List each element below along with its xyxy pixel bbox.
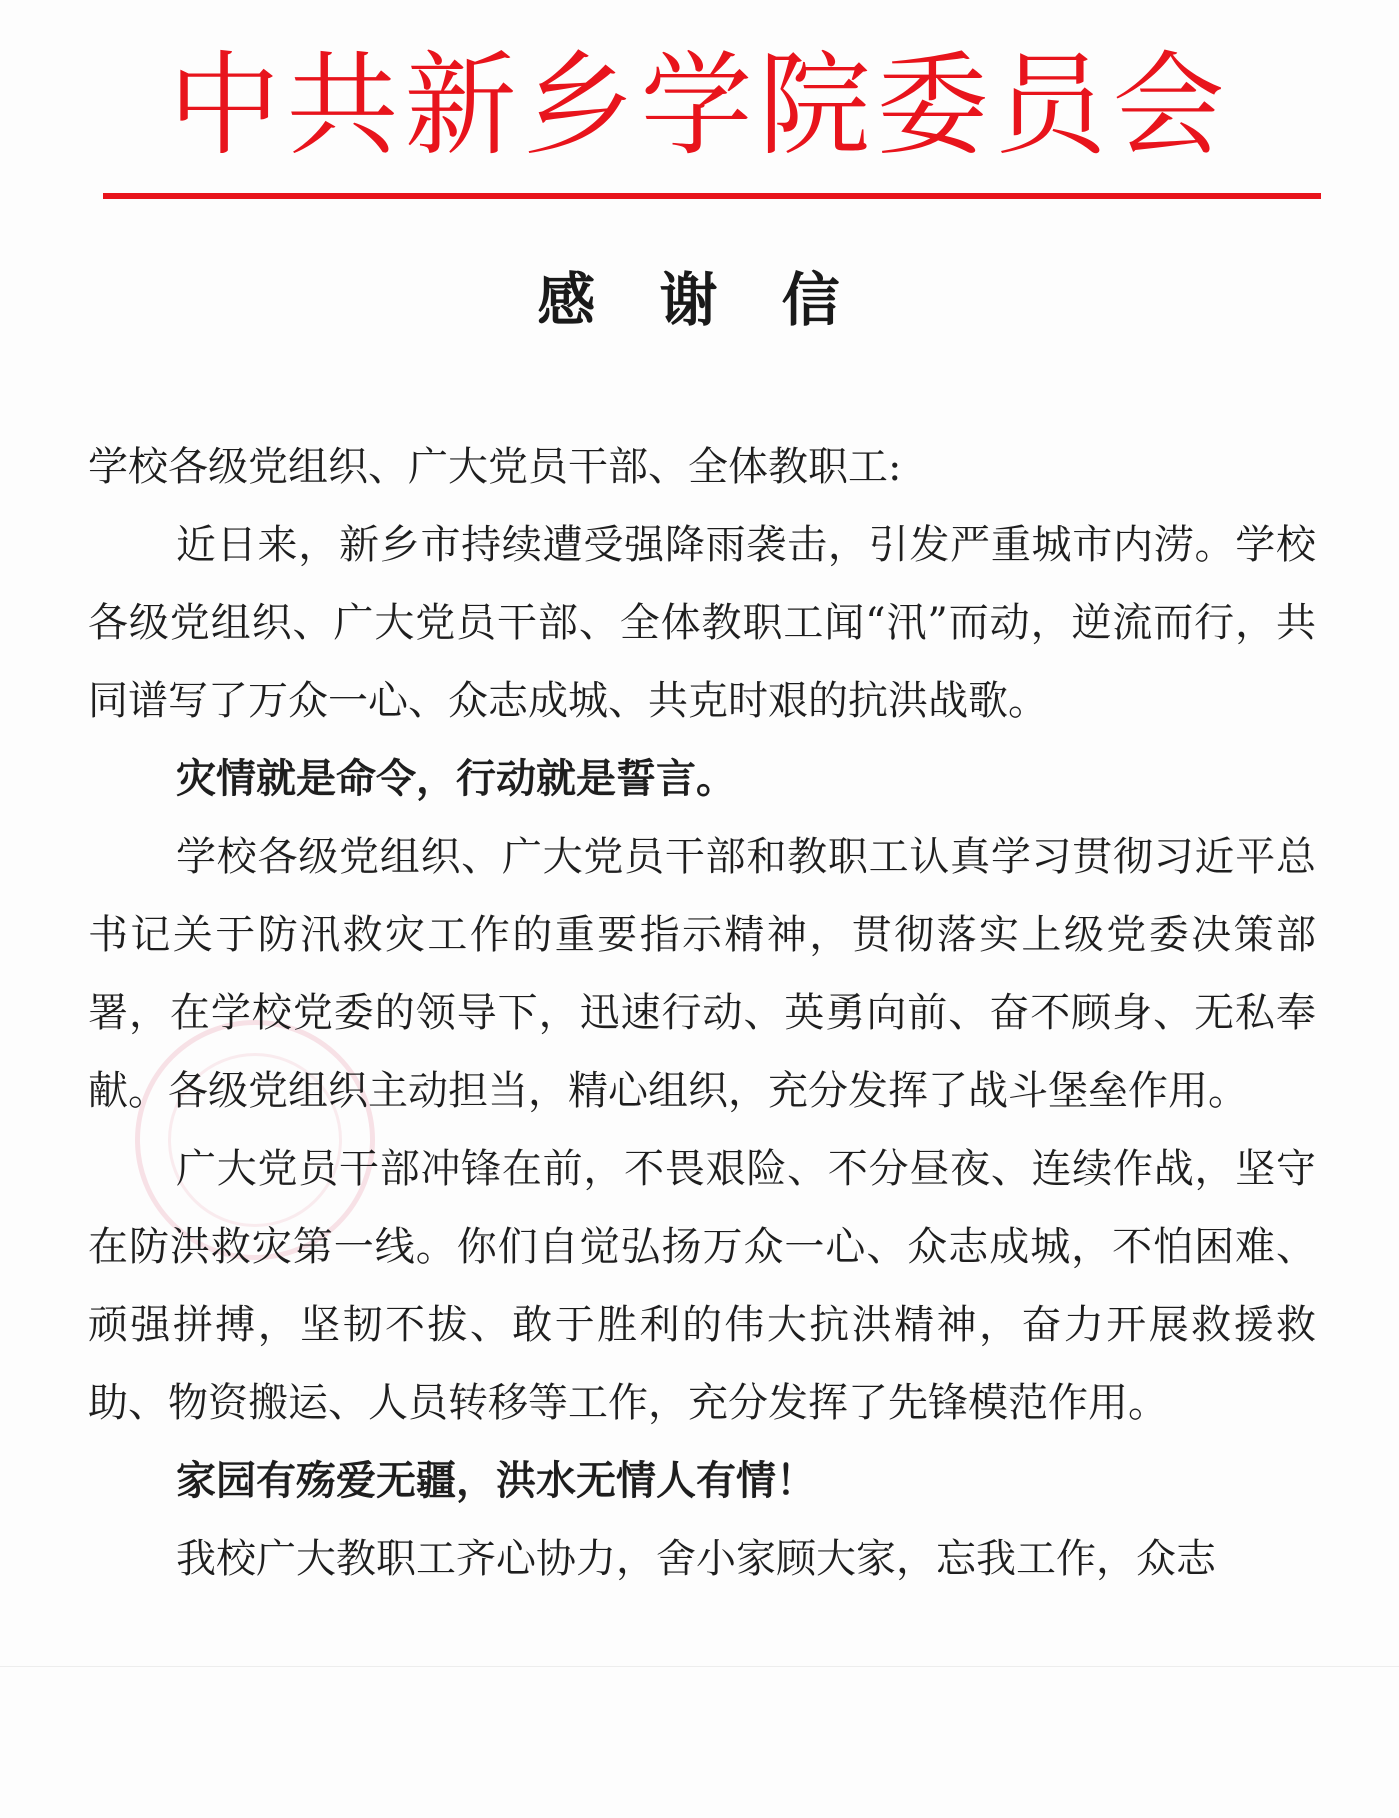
- salutation: 学校各级党组织、广大党员干部、全体教职工:: [88, 444, 902, 490]
- letter-body: [88, 428, 1316, 1598]
- paragraph-1: 近日来，新乡市持续遭受强降雨袭击，引发严重城市内涝。学校各级党组织、广大党员干部、全体教职工闻“汛”而动，逆流而行，共同谱写了万众一心、众志成城、共克时艰的抗洪战歌。: [88, 522, 1316, 724]
- red-divider-line: [103, 193, 1321, 199]
- bold-heading-1: 灾情就是命令，行动就是誓言。: [176, 755, 736, 802]
- letter-title: 感 谢 信: [537, 266, 862, 334]
- scan-fold-line: [0, 1666, 1399, 1667]
- masthead-organization: 中共新乡学院委员会: [168, 41, 1231, 171]
- paragraph-2: 学校各级党组织、广大党员干部和教职工认真学习贯彻习近平总书记关于防汛救灾工作的重要指示精神，贯彻落实上级党委决策部署，在学校党委的领导下，迅速行动、英勇向前、奋不顾身、无私奉献。各级党组织主动担当，精心组织，充分发挥了战斗堡垒作用。: [88, 834, 1316, 1114]
- paragraph-3: 广大党员干部冲锋在前，不畏艰险、不分昼夜、连续作战，坚守在防洪救灾第一线。你们自觉弘扬万众一心、众志成城，不怕困难、顽强拼搏，坚韧不拔、敢于胜利的伟大抗洪精神，奋力开展救援救助、物资搬运、人员转移等工作，充分发挥了先锋模范作用。: [88, 1146, 1316, 1426]
- paragraph-4: 我校广大教职工齐心协力，舍小家顾大家，忘我工作，众志: [176, 1536, 1216, 1582]
- bold-heading-2: 家园有殇爱无疆，洪水无情人有情！: [176, 1457, 816, 1504]
